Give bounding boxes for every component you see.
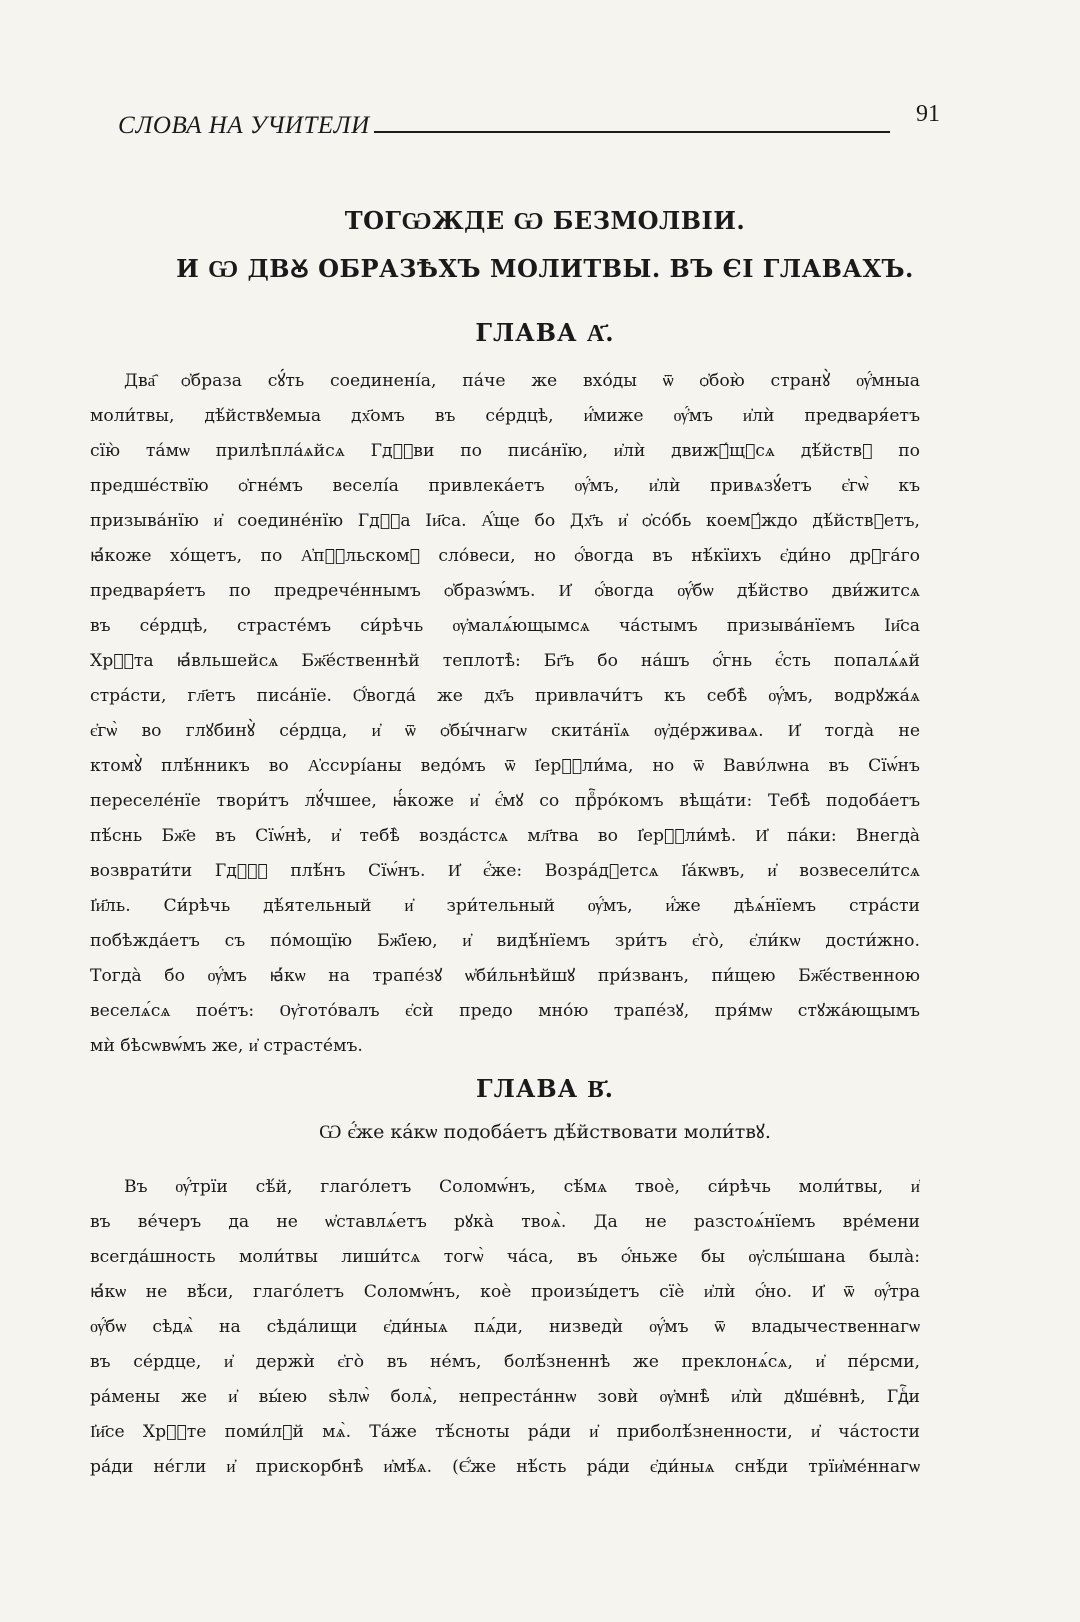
header-rule xyxy=(374,131,890,133)
text-line: въ се́рдцѣ, страсте́мъ си́рѣчь ѹ҆малѧ́ющымсѧ ча́стымъ призыва́нїемъ Іи҃са xyxy=(90,616,920,636)
text-line: въ ве́черъ да не ѡ҆ставлѧ́етъ рꙋка̀ твоѧ̀. Да не разстоѧ́нїемъ вре́мени xyxy=(90,1212,920,1232)
text-line: въ се́рдце, и҆ держѝ є҆го̀ въ не́мъ, болѣ́зненнѣ же преклонѧ́сѧ, и҆ пе́рсми, xyxy=(90,1352,920,1372)
chapter-2-heading: ГЛАВА В҃. xyxy=(476,1074,614,1103)
text-line: стра́сти, гл҃етъ писа́нїе. Ѻ҆́вогда́ же дх҃ъ привлачи́тъ къ себѣ̀ ѹ҆́мъ, водрꙋжа́ѧ xyxy=(90,686,920,706)
text-line: призыва́нїю и҆ соедине́нїю Гдⷭ҇а Іи҃са. А҆́ще бо Дх҃ъ и҆ ѻ҆со́бь коемꙋ́ждо дѣ́йствꙋетъ, xyxy=(90,511,920,531)
treatise-title-line-2: И Ѡ ДВꙊ ОБРАЗѢХЪ МОЛИТВЫ. ВЪ ЄІ ГЛАВАХЪ. xyxy=(176,254,914,283)
text-line: сїю̀ та́мѡ прилѣпла́ѧйсѧ Гдⷭ҇ви по писа́нїю, и҆лѝ движꙋ́щꙋсѧ дѣ́йствꙋ по xyxy=(90,441,920,461)
chapter-2-text xyxy=(90,1170,920,1485)
text-line: предше́ствїю ѻ҆гне́мъ веселі́а привлека́етъ ѹ҆́мъ, и҆лѝ привѧзꙋ́етъ є҆гѡ̀ къ xyxy=(90,476,920,496)
text-line: І҆и҃се Хрⷭ҇те поми́лꙋй мѧ̀. Та́же тѣ́сноты ра́ди и҆ приболѣ́зненности, и҆ ча́стости xyxy=(90,1422,920,1442)
text-line: Тогда̀ бо ѹ҆́мъ ꙗ҆́кѡ на трапе́зꙋ ѡ҆би́льнѣйшꙋ при́званъ, пи́щею Бж҃е́ственною xyxy=(90,966,920,986)
text-line: І҆и҃ль. Си́рѣчь дѣ́ятельный и҆ зри́тельный ѹ҆́мъ, и҆́же дѣѧ́нїемъ стра́сти xyxy=(90,896,920,916)
text-line: ктомꙋ̀ плѣ́нникъ во А҆ссνрі́аны ведо́мъ ѿ І҆ерⷭ҇ли́ма, но ѿ Вавν́лѡна въ Сїѡ́нъ xyxy=(90,756,920,776)
running-title: СЛОВА НА УЧИТЕЛИ xyxy=(118,112,370,139)
text-line: всегда́шность моли́твы лиши́тсѧ тогѡ̀ ча́са, въ ѻ҆́ньже бы ѹ҆слы́шана была̀: xyxy=(90,1247,920,1267)
text-line: побѣжда́етъ съ по́мощїю Бж҃їею, и҆ видѣ́нїемъ зри́тъ є҆го̀, є҆ли́кѡ дости́жно. xyxy=(90,931,920,951)
chapter-1-text xyxy=(90,364,920,1064)
page-number: 91 xyxy=(916,101,940,127)
text-line: Два҄ ѻ҆браза сꙋ́ть соединені́а, па́че же вхо́ды ѿ ѻ҆бою̀ странꙋ̀ ѹ҆́мныа xyxy=(124,371,920,391)
text-line: ꙗ҆́кѡ не вѣ́си, глаго́летъ Соломѡ́нъ, коѐ произы́детъ сїѐ и҆лѝ ѻ҆́но. И҆ ѿ ѹ҆́тра xyxy=(90,1282,920,1302)
text-line: переселе́нїе твори́тъ лꙋ́чшее, ꙗ҆́коже и҆ є҆́мꙋ со прⷪ҇ро́комъ вѣща́ти: Тебѣ̀ подоба́етъ xyxy=(90,791,920,811)
text-line: ра́мены же и҆ вы́ею ѕѣлѡ̀ болѧ̀, непреста́ннѡ зовѝ ѹ҆мнѣ̀ и҆лѝ дꙋше́внѣ, Гдⷭ҇и xyxy=(90,1387,920,1407)
text-line: ра́ди не́гли и҆ прискорбнѣ̀ и҆мѣ́ѧ. (Є҆́же нѣ́сть ра́ди є҆ди́ныѧ снѣ́ди трїи҆ме́ннагѡ xyxy=(90,1457,920,1477)
text-line: мѝ бѣсѡвѡ́мъ же, и҆ страсте́мъ. xyxy=(90,1036,363,1056)
text-line: Въ ѹ҆́трїи сѣ́й, глаго́летъ Соломѡ́нъ, сѣ́мѧ твоѐ, си́рѣчь моли́твы, и҆ xyxy=(124,1177,920,1197)
treatise-title-line-1: ТОГѠЖДЕ Ѡ БЕЗМОЛВІИ. xyxy=(344,206,746,235)
text-line: ѹ҆́бѡ сѣдѧ̀ на сѣда́лищи є҆ди́ныѧ пѧ́ди, низведѝ ѹ҆́мъ ѿ владычественнагѡ xyxy=(90,1317,920,1337)
text-line: Хрⷭ҇та ꙗ҆́вльшейсѧ Бж҃е́ственнѣй теплотѣ̀: Бг҃ъ бо на́шъ ѻ҆́гнь є҆́сть попалѧ́ѧй xyxy=(90,651,920,671)
chapter-2-subtitle: Ѡ є҆́же ка́кѡ подоба́етъ дѣ́йствовати моли́твꙋ. xyxy=(319,1121,771,1143)
chapter-1-heading: ГЛАВА А҃. xyxy=(475,318,615,347)
text-line: є҆гѡ̀ во глꙋбинꙋ̀ се́рдца, и҆ ѿ ѻ҆бы́чнагѡ скита́нїѧ ѹ҆де́рживаѧ. И҆ тогда̀ не xyxy=(90,721,920,741)
text-line: возврати́ти Гдⷭ҇ꙋ плѣ́нъ Сїѡ́нъ. И҆ є҆́же: Возра́дꙋетсѧ І҆а́кѡвъ, и҆ возвесели́тсѧ xyxy=(90,861,920,881)
text-line: веселѧ́сѧ пое́тъ: Ѹ҆гото́валъ є҆сѝ предо мно́ю трапе́зꙋ, пря́мѡ стꙋжа́ющымъ xyxy=(90,1001,920,1021)
text-line: пѣ́снь Бж҃е въ Сїѡ́нѣ, и҆ тебѣ̀ возда́стсѧ мл҃тва во І҆ерⷭ҇ли́мѣ. И҆ па́ки: Внегда̀ xyxy=(90,826,920,846)
text-line: ꙗ҆́коже хо́щетъ, по А҆пⷭ҇льскомꙋ сло́веси, но ѻ҆́вогда въ нѣ́кїихъ є҆ди́но дрꙋга́го xyxy=(90,546,920,566)
running-header xyxy=(118,100,940,140)
text-line: предваря́етъ по предрече́ннымъ ѻ҆бразѡ́мъ. И҆ ѻ҆́вогда ѹ҆́бѡ дѣ́йство дви́житсѧ xyxy=(90,581,920,601)
text-line: моли́твы, дѣ́йствꙋемыа дх҃омъ въ се́рдцѣ, и҆́миже ѹ҆́мъ и҆лѝ предваря́етъ xyxy=(90,406,920,426)
